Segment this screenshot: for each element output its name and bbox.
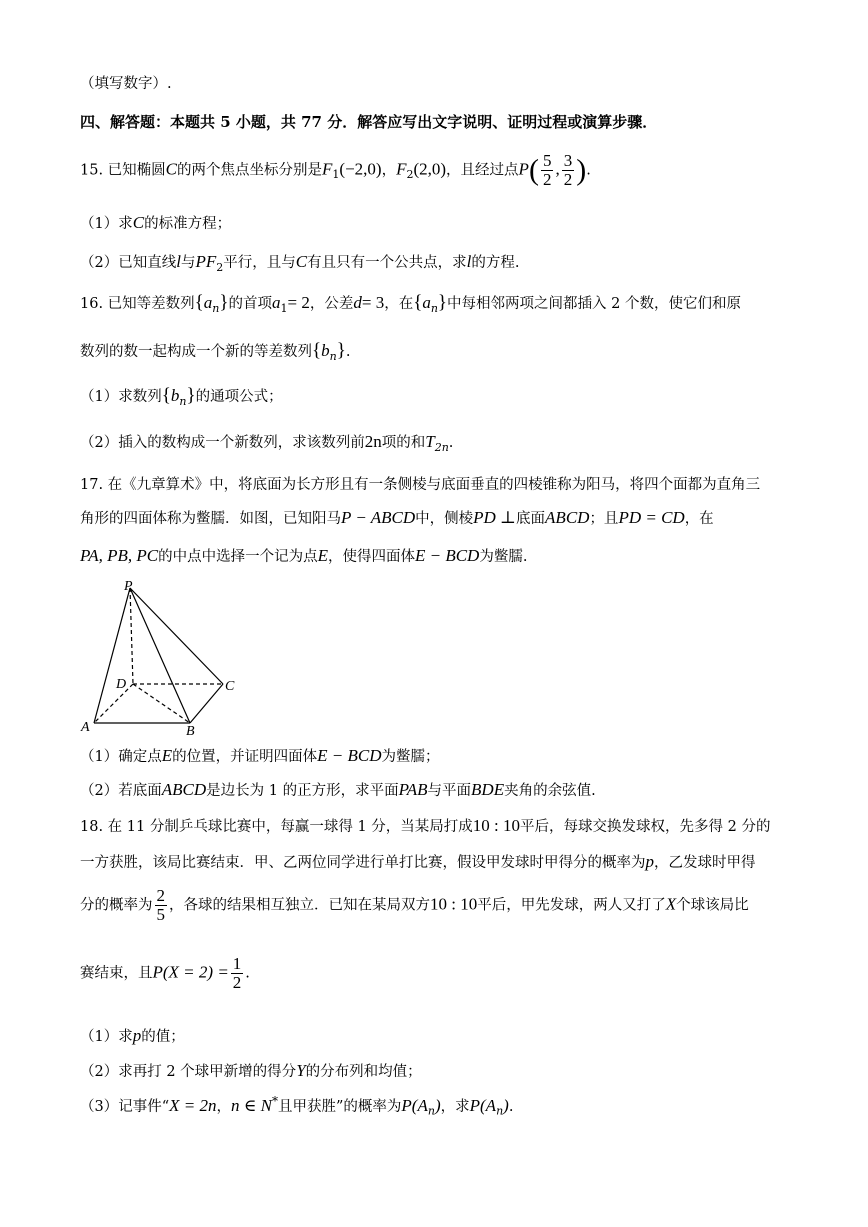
q18-stem-line1: 18. 在 11 分制乒乓球比赛中，每赢一球得 1 分，当某局打成10 : 10平后，每球交换发球权，先多得 2 分的 xyxy=(80,816,771,835)
q15-part2: （2）已知直线l与$PF_2$平行，且与C有且只有一个公共点，求l的方程. xyxy=(80,252,520,274)
pyramid-figure xyxy=(78,580,248,740)
q18-stem-line4: 赛结束，且P(X = 2) = $\frac{1}{2}$ . xyxy=(80,954,250,992)
label-B: B xyxy=(186,724,195,739)
q18-part3: （3）记事件“X = 2n，n ∈ N*且甲获胜”的概率为$P(A_n)$，求$P(A_n)$. xyxy=(80,1094,514,1118)
q15-part1: （1）求C的标准方程； xyxy=(80,213,232,232)
q17-part1: （1）确定点E的位置，并证明四面体E − BCD为鳖臑； xyxy=(80,746,440,765)
q17-stem-line3: PA, PB, PC的中点中选择一个记为点E，使得四面体E − BCD为鳖臑. xyxy=(80,546,528,565)
q18-stem-line3: 分的概率为 $\frac{2}{5}$ ，各球的结果相互独立．已知在某局双方10 : 10平后，甲先发球，两人又打了X个球该局比 xyxy=(80,886,749,924)
q18-part2: （2）求再打 2 个球甲新增的得分Y的分布列和均值； xyxy=(80,1061,422,1080)
label-A: A xyxy=(81,720,90,735)
label-P: P xyxy=(124,580,133,594)
label-C: C xyxy=(225,679,235,694)
q18-part1: （1）求p的值； xyxy=(80,1026,185,1045)
q16-stem-line1: 16. 已知等差数列$\{a_n\}$的首项$a_1= 2$，公差d= 3，在$\{a_n\}$中每相邻两项之间都插入 2 个数，使它们和原 xyxy=(80,292,741,315)
section-header: 四、解答题：本题共 5 小题，共 77 分．解答应写出文字说明、证明过程或演算步骤． xyxy=(80,113,658,131)
q17-part2: （2）若底面ABCD是边长为 1 的正方形，求平面PAB与平面BDE夹角的余弦值. xyxy=(80,780,596,799)
q17-stem-line1: 17. 在《九章算术》中，将底面为长方形且有一条侧棱与底面垂直的四棱锥称为阳马，将四个面都为直角三 xyxy=(80,477,761,493)
q15-stem: 15. 已知椭圆C的两个焦点坐标分别是$F_1(-2,0)$，$F_2(2,0)$，且经过点P( $\frac{5}{2}$ , $\frac{3}{2}$ ). xyxy=(80,151,591,189)
q16-part2: （2）插入的数构成一个新数列，求该数列前2n项的和$T_{2n}$. xyxy=(80,432,454,454)
q17-stem-line2: 角形的四面体称为鳖臑．如图，已知阳马P − ABCD中，侧棱PD ⊥底面ABCD；且PD = CD，在 xyxy=(80,508,714,527)
fill-note: （填写数字）. xyxy=(80,76,172,92)
q16-part1: （1）求数列$\{b_n\}$的通项公式； xyxy=(80,385,283,408)
q16-stem-line2: 数列的数一起构成一个新的等差数列$\{b_n\}$. xyxy=(80,340,351,363)
label-D: D xyxy=(116,677,127,692)
q18-stem-line2: 一方获胜，该局比赛结束．甲、乙两位同学进行单打比赛，假设甲发球时甲得分的概率为p，乙发球时甲得 xyxy=(80,852,756,871)
